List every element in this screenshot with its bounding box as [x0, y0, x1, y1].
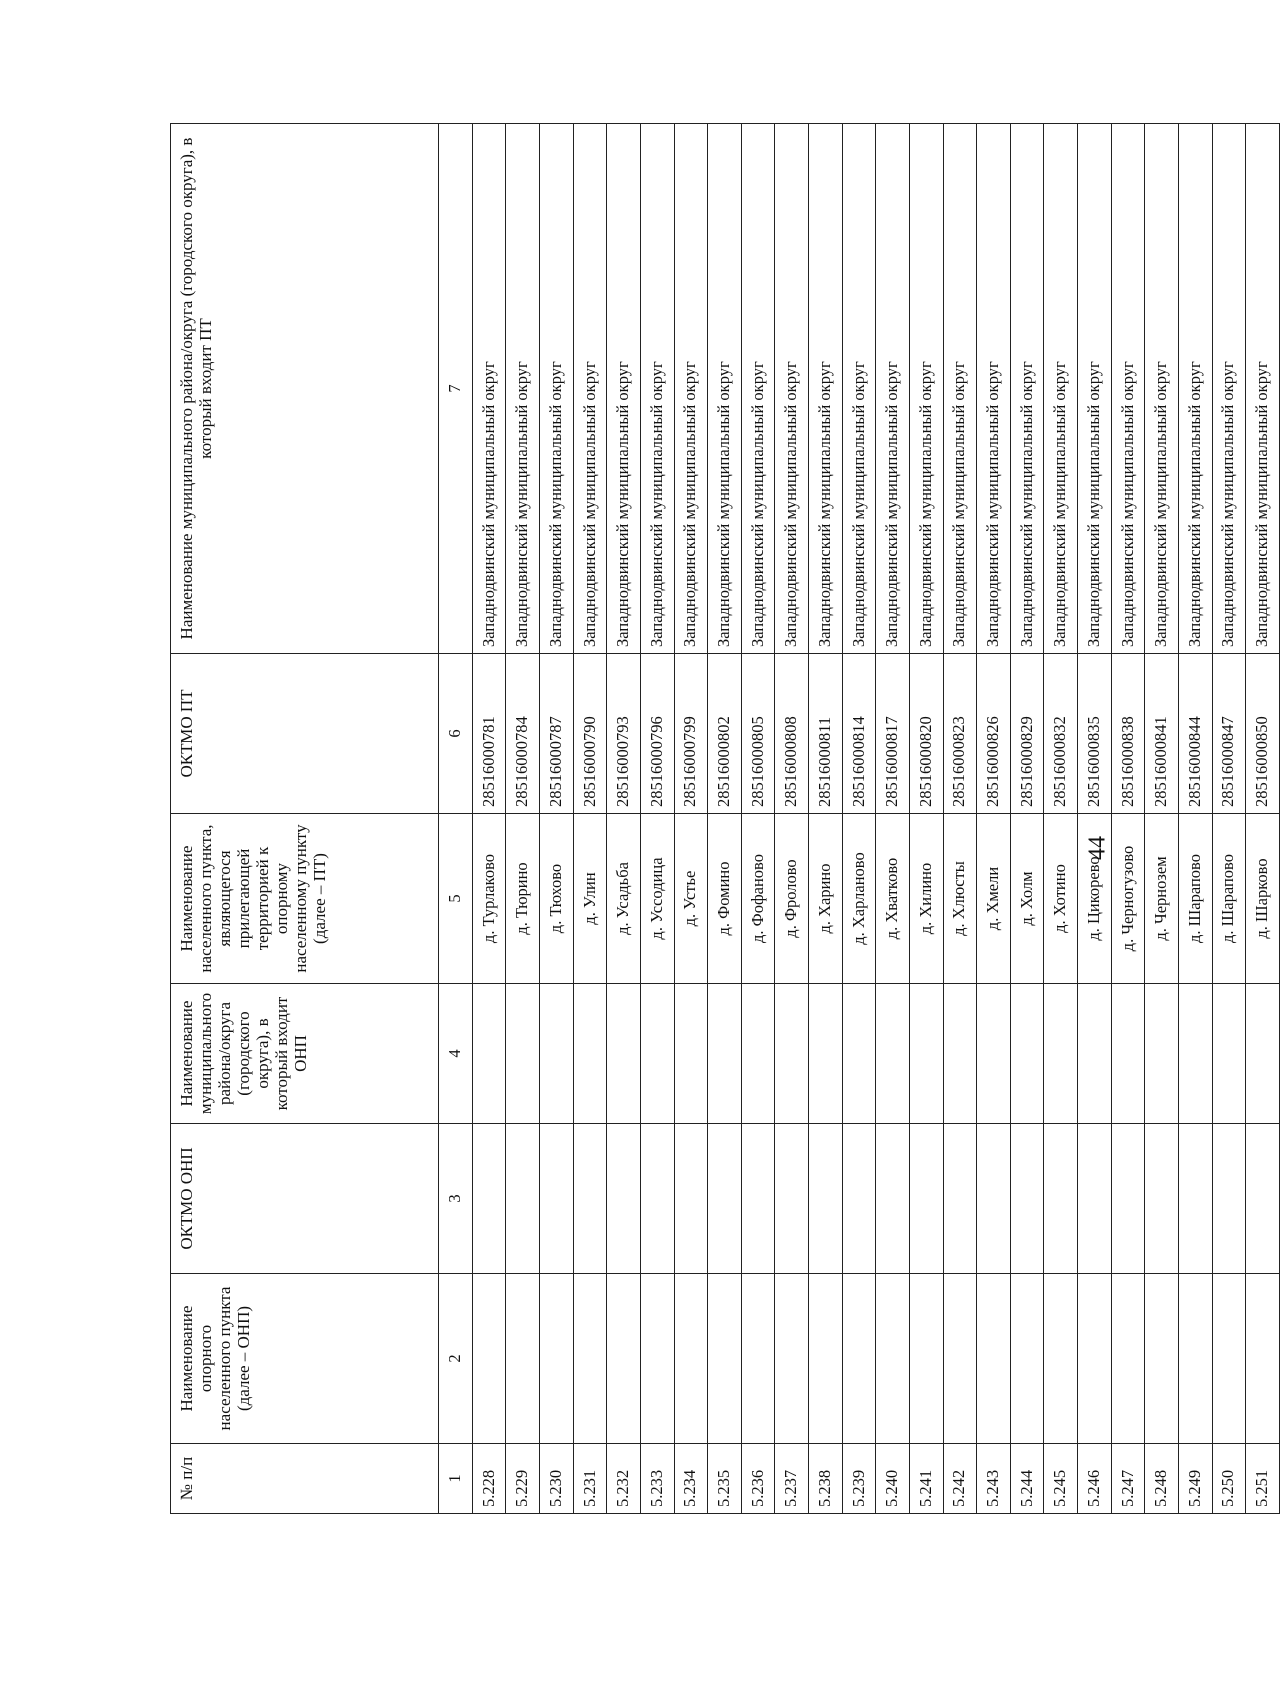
cell-number: 5.242 — [943, 1444, 977, 1514]
cell-onp-name — [1212, 1274, 1246, 1444]
cell-onp-name — [775, 1274, 809, 1444]
cell-onp-name — [573, 1274, 607, 1444]
cell-onp-name — [1145, 1274, 1179, 1444]
table-row — [977, 124, 1011, 1514]
cell-pt-name: д. Фомино — [708, 814, 742, 984]
cell-pt-oktmo: 28516000826 — [977, 654, 1011, 814]
cell-onp-district — [909, 984, 943, 1124]
cell-number: 5.251 — [1246, 1444, 1280, 1514]
cell-number: 5.248 — [1145, 1444, 1179, 1514]
cell-pt-oktmo: 28516000832 — [1044, 654, 1078, 814]
table-row — [540, 124, 574, 1514]
cell-onp-oktmo — [909, 1124, 943, 1274]
cell-number: 5.247 — [1111, 1444, 1145, 1514]
cell-pt-district: Западнодвинский муниципальный округ — [876, 124, 910, 654]
cell-onp-oktmo — [640, 1124, 674, 1274]
cell-pt-name: д. Тюрино — [506, 814, 540, 984]
cell-onp-name — [1246, 1274, 1280, 1444]
cell-pt-name: д. Хватково — [876, 814, 910, 984]
column-numbers-row — [439, 124, 473, 1514]
cell-onp-name — [674, 1274, 708, 1444]
cell-onp-district — [1212, 984, 1246, 1124]
cell-pt-name: д. Хлюсты — [943, 814, 977, 984]
cell-onp-oktmo — [708, 1124, 742, 1274]
cell-pt-oktmo: 28516000829 — [1010, 654, 1044, 814]
cell-onp-district — [741, 984, 775, 1124]
page-number: 44 — [1084, 836, 1111, 860]
cell-pt-name: д. Тюхово — [540, 814, 574, 984]
cell-onp-oktmo — [741, 1124, 775, 1274]
cell-pt-district: Западнодвинский муниципальный округ — [472, 124, 506, 654]
cell-number: 5.230 — [540, 1444, 574, 1514]
cell-onp-oktmo — [1212, 1124, 1246, 1274]
cell-pt-name: д. Улин — [573, 814, 607, 984]
cell-onp-oktmo — [1078, 1124, 1112, 1274]
cell-onp-name — [741, 1274, 775, 1444]
cell-pt-name: д. Харланово — [842, 814, 876, 984]
cell-pt-name: д. Чернозем — [1145, 814, 1179, 984]
cell-onp-district — [1044, 984, 1078, 1124]
cell-onp-name — [506, 1274, 540, 1444]
cell-pt-district: Западнодвинский муниципальный округ — [909, 124, 943, 654]
column-number: 1 — [439, 1444, 473, 1514]
cell-onp-oktmo — [607, 1124, 641, 1274]
cell-onp-district — [842, 984, 876, 1124]
cell-number: 5.246 — [1078, 1444, 1112, 1514]
header-cell-pt-oktmo: ОКТМО ПТ — [171, 654, 439, 814]
cell-number: 5.243 — [977, 1444, 1011, 1514]
cell-onp-oktmo — [540, 1124, 574, 1274]
cell-pt-district: Западнодвинский муниципальный округ — [674, 124, 708, 654]
cell-onp-oktmo — [1178, 1124, 1212, 1274]
cell-onp-district — [1178, 984, 1212, 1124]
column-number: 2 — [439, 1274, 473, 1444]
cell-number: 5.236 — [741, 1444, 775, 1514]
table-row — [1145, 124, 1179, 1514]
cell-onp-district — [506, 984, 540, 1124]
cell-number: 5.239 — [842, 1444, 876, 1514]
header-cell-pt-name: Наименование населенного пункта, являющегося прилегающей территорией к опорному населенному пункту (далее – ПТ) — [171, 814, 439, 984]
cell-number: 5.250 — [1212, 1444, 1246, 1514]
cell-pt-district: Западнодвинский муниципальный округ — [1246, 124, 1280, 654]
cell-onp-district — [809, 984, 843, 1124]
table-row — [1078, 124, 1112, 1514]
cell-onp-district — [876, 984, 910, 1124]
cell-pt-name: д. Усадьба — [607, 814, 641, 984]
cell-onp-name — [1111, 1274, 1145, 1444]
cell-pt-district: Западнодвинский муниципальный округ — [1078, 124, 1112, 654]
cell-pt-name: д. Устье — [674, 814, 708, 984]
cell-onp-oktmo — [1010, 1124, 1044, 1274]
table-row — [1246, 124, 1280, 1514]
cell-onp-oktmo — [1246, 1124, 1280, 1274]
cell-onp-oktmo — [977, 1124, 1011, 1274]
cell-onp-district — [1111, 984, 1145, 1124]
header-cell-onp-name: Наименование опорного населенного пункта (далее – ОНП) — [171, 1274, 439, 1444]
cell-pt-district: Западнодвинский муниципальный округ — [741, 124, 775, 654]
table-row — [1010, 124, 1044, 1514]
column-number: 6 — [439, 654, 473, 814]
cell-pt-name: д. Уссодица — [640, 814, 674, 984]
cell-onp-name — [540, 1274, 574, 1444]
cell-onp-oktmo — [573, 1124, 607, 1274]
cell-onp-oktmo — [1111, 1124, 1145, 1274]
cell-pt-name: д. Цикорево — [1078, 814, 1112, 984]
cell-onp-name — [977, 1274, 1011, 1444]
cell-pt-district: Западнодвинский муниципальный округ — [1178, 124, 1212, 654]
cell-onp-name — [1078, 1274, 1112, 1444]
cell-onp-name — [708, 1274, 742, 1444]
cell-pt-district: Западнодвинский муниципальный округ — [640, 124, 674, 654]
cell-number: 5.232 — [607, 1444, 641, 1514]
cell-onp-district — [607, 984, 641, 1124]
cell-onp-name — [1010, 1274, 1044, 1444]
cell-pt-oktmo: 28516000841 — [1145, 654, 1179, 814]
cell-onp-district — [1145, 984, 1179, 1124]
cell-pt-name: д. Холм — [1010, 814, 1044, 984]
cell-pt-oktmo: 28516000784 — [506, 654, 540, 814]
cell-onp-oktmo — [775, 1124, 809, 1274]
table-header-row — [171, 124, 439, 1514]
table-row — [640, 124, 674, 1514]
cell-onp-district — [640, 984, 674, 1124]
cell-onp-district — [1246, 984, 1280, 1124]
column-number: 5 — [439, 814, 473, 984]
table-row — [876, 124, 910, 1514]
cell-number: 5.233 — [640, 1444, 674, 1514]
cell-pt-district: Западнодвинский муниципальный округ — [540, 124, 574, 654]
table-row — [741, 124, 775, 1514]
header-cell-number: № п/п — [171, 1444, 439, 1514]
cell-pt-name: д. Турлаково — [472, 814, 506, 984]
header-cell-onp-oktmo: ОКТМО ОНП — [171, 1124, 439, 1274]
cell-onp-name — [640, 1274, 674, 1444]
column-number: 3 — [439, 1124, 473, 1274]
table-row — [943, 124, 977, 1514]
header-cell-pt-district: Наименование муниципального района/округа (городского округа), в который входит ПТ — [171, 124, 439, 654]
cell-pt-district: Западнодвинский муниципальный округ — [1145, 124, 1179, 654]
cell-onp-oktmo — [809, 1124, 843, 1274]
cell-pt-district: Западнодвинский муниципальный округ — [1212, 124, 1246, 654]
cell-pt-district: Западнодвинский муниципальный округ — [842, 124, 876, 654]
table-row — [909, 124, 943, 1514]
cell-onp-oktmo — [1145, 1124, 1179, 1274]
cell-onp-name — [607, 1274, 641, 1444]
cell-pt-district: Западнодвинский муниципальный округ — [607, 124, 641, 654]
cell-pt-district: Западнодвинский муниципальный округ — [1044, 124, 1078, 654]
rotated-table-wrapper — [170, 124, 1280, 1514]
table-row — [573, 124, 607, 1514]
cell-pt-oktmo: 28516000811 — [809, 654, 843, 814]
table-row — [1178, 124, 1212, 1514]
cell-pt-name: д. Харино — [809, 814, 843, 984]
cell-number: 5.235 — [708, 1444, 742, 1514]
cell-pt-district: Западнодвинский муниципальный округ — [775, 124, 809, 654]
cell-onp-name — [472, 1274, 506, 1444]
cell-onp-oktmo — [876, 1124, 910, 1274]
cell-number: 5.244 — [1010, 1444, 1044, 1514]
table-row — [1044, 124, 1078, 1514]
cell-onp-name — [1178, 1274, 1212, 1444]
cell-pt-oktmo: 28516000805 — [741, 654, 775, 814]
cell-pt-name: д. Шарапово — [1212, 814, 1246, 984]
cell-onp-district — [943, 984, 977, 1124]
cell-number: 5.237 — [775, 1444, 809, 1514]
cell-pt-name: д. Хилино — [909, 814, 943, 984]
cell-onp-district — [674, 984, 708, 1124]
cell-number: 5.231 — [573, 1444, 607, 1514]
cell-onp-oktmo — [943, 1124, 977, 1274]
cell-onp-district — [540, 984, 574, 1124]
cell-number: 5.238 — [809, 1444, 843, 1514]
cell-onp-district — [1078, 984, 1112, 1124]
cell-onp-name — [842, 1274, 876, 1444]
table-row — [674, 124, 708, 1514]
cell-onp-name — [876, 1274, 910, 1444]
cell-pt-district: Западнодвинский муниципальный округ — [1010, 124, 1044, 654]
cell-pt-oktmo: 28516000781 — [472, 654, 506, 814]
cell-pt-oktmo: 28516000799 — [674, 654, 708, 814]
cell-onp-district — [573, 984, 607, 1124]
cell-onp-name — [809, 1274, 843, 1444]
cell-pt-name: д. Хотино — [1044, 814, 1078, 984]
cell-onp-district — [472, 984, 506, 1124]
cell-onp-oktmo — [506, 1124, 540, 1274]
cell-number: 5.228 — [472, 1444, 506, 1514]
cell-onp-oktmo — [842, 1124, 876, 1274]
cell-number: 5.234 — [674, 1444, 708, 1514]
cell-onp-district — [708, 984, 742, 1124]
cell-number: 5.249 — [1178, 1444, 1212, 1514]
table-row — [842, 124, 876, 1514]
cell-pt-name: д. Шарапово — [1178, 814, 1212, 984]
cell-onp-district — [775, 984, 809, 1124]
cell-pt-oktmo: 28516000814 — [842, 654, 876, 814]
cell-pt-oktmo: 28516000820 — [909, 654, 943, 814]
cell-pt-oktmo: 28516000817 — [876, 654, 910, 814]
cell-pt-district: Западнодвинский муниципальный округ — [943, 124, 977, 654]
table-row — [1111, 124, 1145, 1514]
table-row — [506, 124, 540, 1514]
settlements-table — [170, 123, 1280, 1514]
cell-pt-district: Западнодвинский муниципальный округ — [1111, 124, 1145, 654]
cell-pt-oktmo: 28516000847 — [1212, 654, 1246, 814]
cell-onp-name — [1044, 1274, 1078, 1444]
cell-pt-district: Западнодвинский муниципальный округ — [809, 124, 843, 654]
table-row — [1212, 124, 1246, 1514]
cell-number: 5.229 — [506, 1444, 540, 1514]
cell-pt-name: д. Фролово — [775, 814, 809, 984]
cell-pt-oktmo: 28516000838 — [1111, 654, 1145, 814]
cell-onp-district — [1010, 984, 1044, 1124]
cell-pt-oktmo: 28516000823 — [943, 654, 977, 814]
cell-pt-oktmo: 28516000790 — [573, 654, 607, 814]
cell-onp-name — [909, 1274, 943, 1444]
table-row — [708, 124, 742, 1514]
cell-pt-district: Западнодвинский муниципальный округ — [708, 124, 742, 654]
cell-pt-oktmo: 28516000787 — [540, 654, 574, 814]
cell-onp-oktmo — [472, 1124, 506, 1274]
cell-number: 5.241 — [909, 1444, 943, 1514]
cell-onp-name — [943, 1274, 977, 1444]
table-row — [472, 124, 506, 1514]
table-row — [775, 124, 809, 1514]
cell-pt-district: Западнодвинский муниципальный округ — [573, 124, 607, 654]
cell-pt-oktmo: 28516000835 — [1078, 654, 1112, 814]
cell-pt-oktmo: 28516000850 — [1246, 654, 1280, 814]
column-number: 4 — [439, 984, 473, 1124]
cell-pt-name: д. Хмели — [977, 814, 1011, 984]
cell-number: 5.240 — [876, 1444, 910, 1514]
cell-onp-oktmo — [1044, 1124, 1078, 1274]
cell-pt-oktmo: 28516000796 — [640, 654, 674, 814]
cell-pt-oktmo: 28516000844 — [1178, 654, 1212, 814]
cell-pt-oktmo: 28516000802 — [708, 654, 742, 814]
table-row — [809, 124, 843, 1514]
table-row — [607, 124, 641, 1514]
cell-pt-name: д. Черногузово — [1111, 814, 1145, 984]
cell-number: 5.245 — [1044, 1444, 1078, 1514]
column-number: 7 — [439, 124, 473, 654]
cell-pt-name: д. Шарково — [1246, 814, 1280, 984]
cell-onp-district — [977, 984, 1011, 1124]
cell-pt-oktmo: 28516000808 — [775, 654, 809, 814]
cell-pt-name: д. Фофаново — [741, 814, 775, 984]
cell-pt-district: Западнодвинский муниципальный округ — [977, 124, 1011, 654]
header-cell-onp-district: Наименование муниципального района/округа (городского округа), в который входит ОНП — [171, 984, 439, 1124]
cell-pt-oktmo: 28516000793 — [607, 654, 641, 814]
cell-pt-district: Западнодвинский муниципальный округ — [506, 124, 540, 654]
cell-onp-oktmo — [674, 1124, 708, 1274]
